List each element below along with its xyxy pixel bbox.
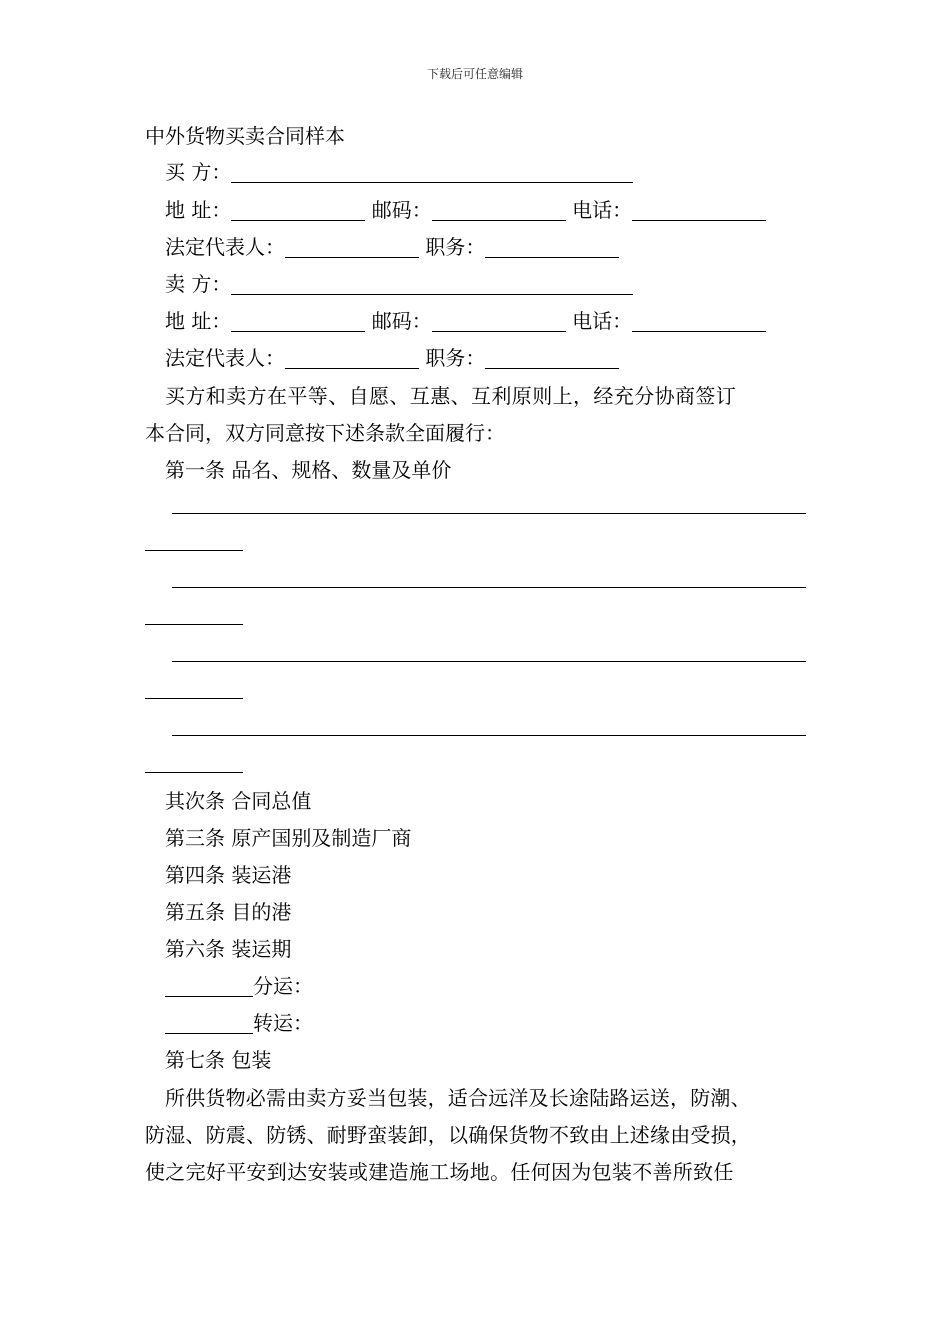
buyer-position-blank[interactable] xyxy=(485,235,619,258)
seller-row xyxy=(165,270,633,298)
buyer-address-blank[interactable] xyxy=(231,198,365,221)
buyer-rep-label: 法定代表人： xyxy=(165,235,285,259)
article-1-heading: 第一条 品名、规格、数量及单价 xyxy=(165,458,452,482)
item-blank-line-2a[interactable] xyxy=(172,587,806,588)
item-blank-line-4b[interactable] xyxy=(145,772,243,773)
seller-address-label: 地 址： xyxy=(165,309,232,333)
article-6-heading: 第六条 装运期 xyxy=(165,937,292,961)
seller-position-blank[interactable] xyxy=(485,346,619,369)
item-blank-line-1a[interactable] xyxy=(172,513,806,514)
item-blank-line-2b[interactable] xyxy=(145,624,243,625)
partial-shipment-blank[interactable] xyxy=(165,974,253,997)
seller-blank[interactable] xyxy=(231,272,633,295)
buyer-rep-blank[interactable] xyxy=(285,235,419,258)
item-blank-line-1b[interactable] xyxy=(145,550,243,551)
seller-address-row xyxy=(165,307,766,335)
packing-line-3: 使之完好平安到达安装或建造施工场地。任何因为包装不善所致任 xyxy=(145,1160,734,1184)
packing-line-1: 所供货物必需由卖方妥当包装，适合远洋及长途陆路运送，防潮、 xyxy=(165,1086,751,1110)
partial-shipment-row xyxy=(165,972,313,1000)
transshipment-blank[interactable] xyxy=(165,1011,253,1034)
seller-phone-label: 电话： xyxy=(572,309,633,333)
item-blank-line-3a[interactable] xyxy=(172,661,806,662)
article-3-heading: 第三条 原产国别及制造厂商 xyxy=(165,826,412,850)
buyer-blank[interactable] xyxy=(231,160,633,183)
seller-position-label: 职务： xyxy=(425,346,486,370)
item-blank-line-4a[interactable] xyxy=(172,735,806,736)
seller-rep-row xyxy=(165,344,619,372)
transshipment-row xyxy=(165,1009,313,1037)
buyer-postcode-label: 邮码： xyxy=(371,198,432,222)
buyer-row xyxy=(165,158,633,186)
article-5-heading: 第五条 目的港 xyxy=(165,900,292,924)
buyer-address-label: 地 址： xyxy=(165,198,232,222)
seller-rep-label: 法定代表人： xyxy=(165,346,285,370)
partial-shipment-label: 分运： xyxy=(253,974,313,998)
article-4-heading: 第四条 装运港 xyxy=(165,863,292,887)
seller-rep-blank[interactable] xyxy=(285,346,419,369)
buyer-rep-row xyxy=(165,233,619,261)
buyer-phone-blank[interactable] xyxy=(632,198,766,221)
transshipment-label: 转运： xyxy=(253,1011,313,1035)
intro-line-2: 本合同，双方同意按下述条款全面履行： xyxy=(145,421,505,445)
seller-phone-blank[interactable] xyxy=(632,309,766,332)
article-2-heading: 其次条 合同总值 xyxy=(165,789,312,813)
packing-line-2: 防湿、防震、防锈、耐野蛮装卸，以确保货物不致由上述缘由受损， xyxy=(145,1123,751,1147)
seller-postcode-blank[interactable] xyxy=(432,309,566,332)
seller-address-blank[interactable] xyxy=(231,309,365,332)
item-blank-line-3b[interactable] xyxy=(145,698,243,699)
buyer-position-label: 职务： xyxy=(425,235,486,259)
buyer-label: 买 方： xyxy=(165,160,232,184)
buyer-address-row xyxy=(165,196,766,224)
document-title: 中外货物买卖合同样本 xyxy=(145,124,345,148)
seller-label: 卖 方： xyxy=(165,272,232,296)
buyer-postcode-blank[interactable] xyxy=(432,198,566,221)
buyer-phone-label: 电话： xyxy=(572,198,633,222)
page-header-note: 下载后可任意编辑 xyxy=(426,67,523,81)
intro-line-1: 买方和卖方在平等、自愿、互惠、互利原则上，经充分协商签订 xyxy=(165,384,737,408)
seller-postcode-label: 邮码： xyxy=(371,309,432,333)
article-7-heading: 第七条 包装 xyxy=(165,1048,272,1072)
